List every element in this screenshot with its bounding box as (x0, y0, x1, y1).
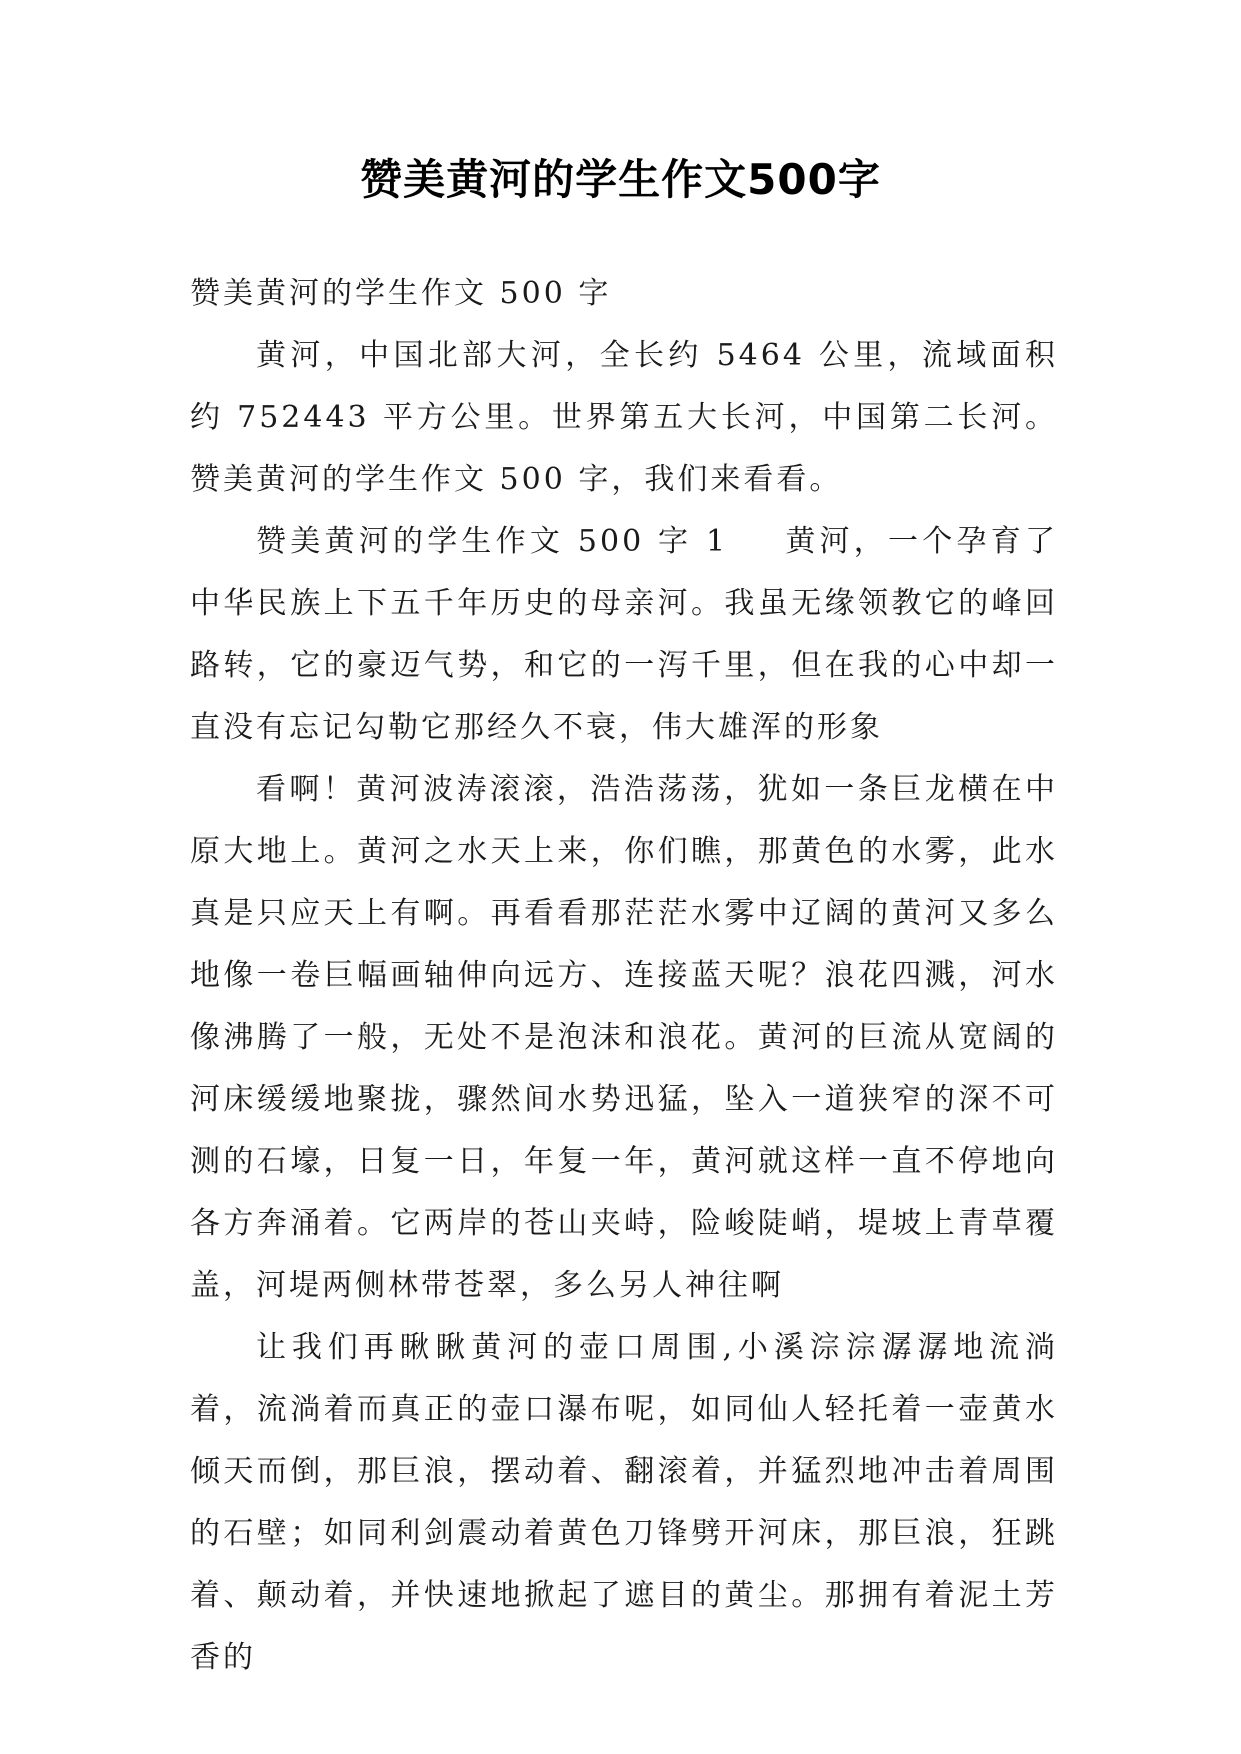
intro-paragraph: 黄河，中国北部大河，全长约 5464 公里，流域面积约 752443 平方公里。世界第五大长河，中国第二长河。赞美黄河的学生作文 500 字，我们来看看。 (190, 338, 1058, 497)
essay1-heading: 赞美黄河的学生作文 500 字 1 (256, 524, 729, 559)
essay1-paragraph-3: 让我们再瞅瞅黄河的壶口周围,小溪淙淙潺潺地流淌着，流淌着而真正的壶口瀑布呢，如同仙人轻托着一壶黄水倾天而倒，那巨浪，摆动着、翻滚着，并猛烈地冲击着周围的石壁；如同利剑震动着黄色刀锋劈开河床，那巨浪，狂跳着、颠动着，并快速地掀起了遮目的黄尘。那拥有着泥土芳香的 (190, 1330, 1058, 1675)
document-body (190, 263, 1058, 1689)
essay1-paragraph-1: 黄河，一个孕育了中华民族上下五千年历史的母亲河。我虽无缘领教它的峰回路转，它的豪迈气势，和它的一泻千里，但在我的心中却一直没有忘记勾勒它那经久不衰，伟大雄浑的形象 (190, 524, 1058, 745)
document-title: 赞美黄河的学生作文500字 (360, 155, 881, 204)
essay1-paragraph-2: 看啊！黄河波涛滚滚，浩浩荡荡，犹如一条巨龙横在中原大地上。黄河之水天上来，你们瞧，那黄色的水雾，此水真是只应天上有啊。再看看那茫茫水雾中辽阔的黄河又多么地像一卷巨幅画轴伸向远方、连接蓝天呢？浪花四溅，河水像沸腾了一般，无处不是泡沫和浪花。黄河的巨流从宽阔的河床缓缓地聚拢，骤然间水势迅猛，坠入一道狭窄的深不可测的石壕，日复一日，年复一年，黄河就这样一直不停地向各方奔涌着。它两岸的苍山夹峙，险峻陡峭，堤坡上青草覆盖，河堤两侧林带苍翠，多么另人神往啊 (190, 772, 1058, 1303)
subtitle-line: 赞美黄河的学生作文 500 字 (190, 276, 612, 311)
essay1-first-paragraph (190, 511, 1058, 759)
